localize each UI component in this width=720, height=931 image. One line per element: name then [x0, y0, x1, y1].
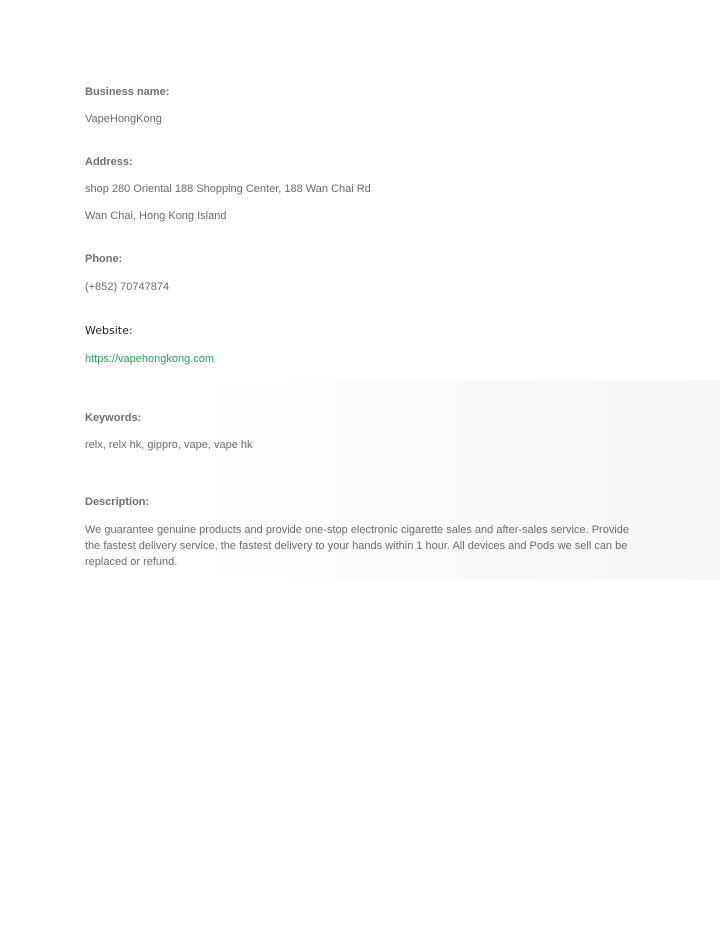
phone-value: (+852) 70747874	[85, 281, 170, 293]
address-line-2: Wan Chai, Hong Kong Island	[85, 210, 227, 222]
business-name-label: Business name:	[85, 86, 170, 98]
keywords-value: relx, relx hk, gippro, vape, vape hk	[85, 439, 253, 451]
phone-label: Phone:	[85, 253, 123, 265]
website-link[interactable]: https://vapehongkong.com	[85, 353, 215, 365]
address-line-1: shop 280 Oriental 188 Shopping Center, 188 Wan Chai Rd	[85, 183, 371, 195]
keywords-label: Keywords:	[85, 412, 142, 424]
address-label: Address:	[85, 156, 133, 168]
description-text: We guarantee genuine products and provide one-stop electronic cigarette sales and after-sales service. Provide the fastest delivery service, the fastest delivery to your hands within 1 hour. All devices and Pods we sell can be replaced or refund.	[85, 524, 630, 568]
website-label: Website:	[85, 324, 133, 337]
business-name-value: VapeHongKong	[85, 113, 162, 125]
description-label: Description:	[85, 496, 150, 508]
